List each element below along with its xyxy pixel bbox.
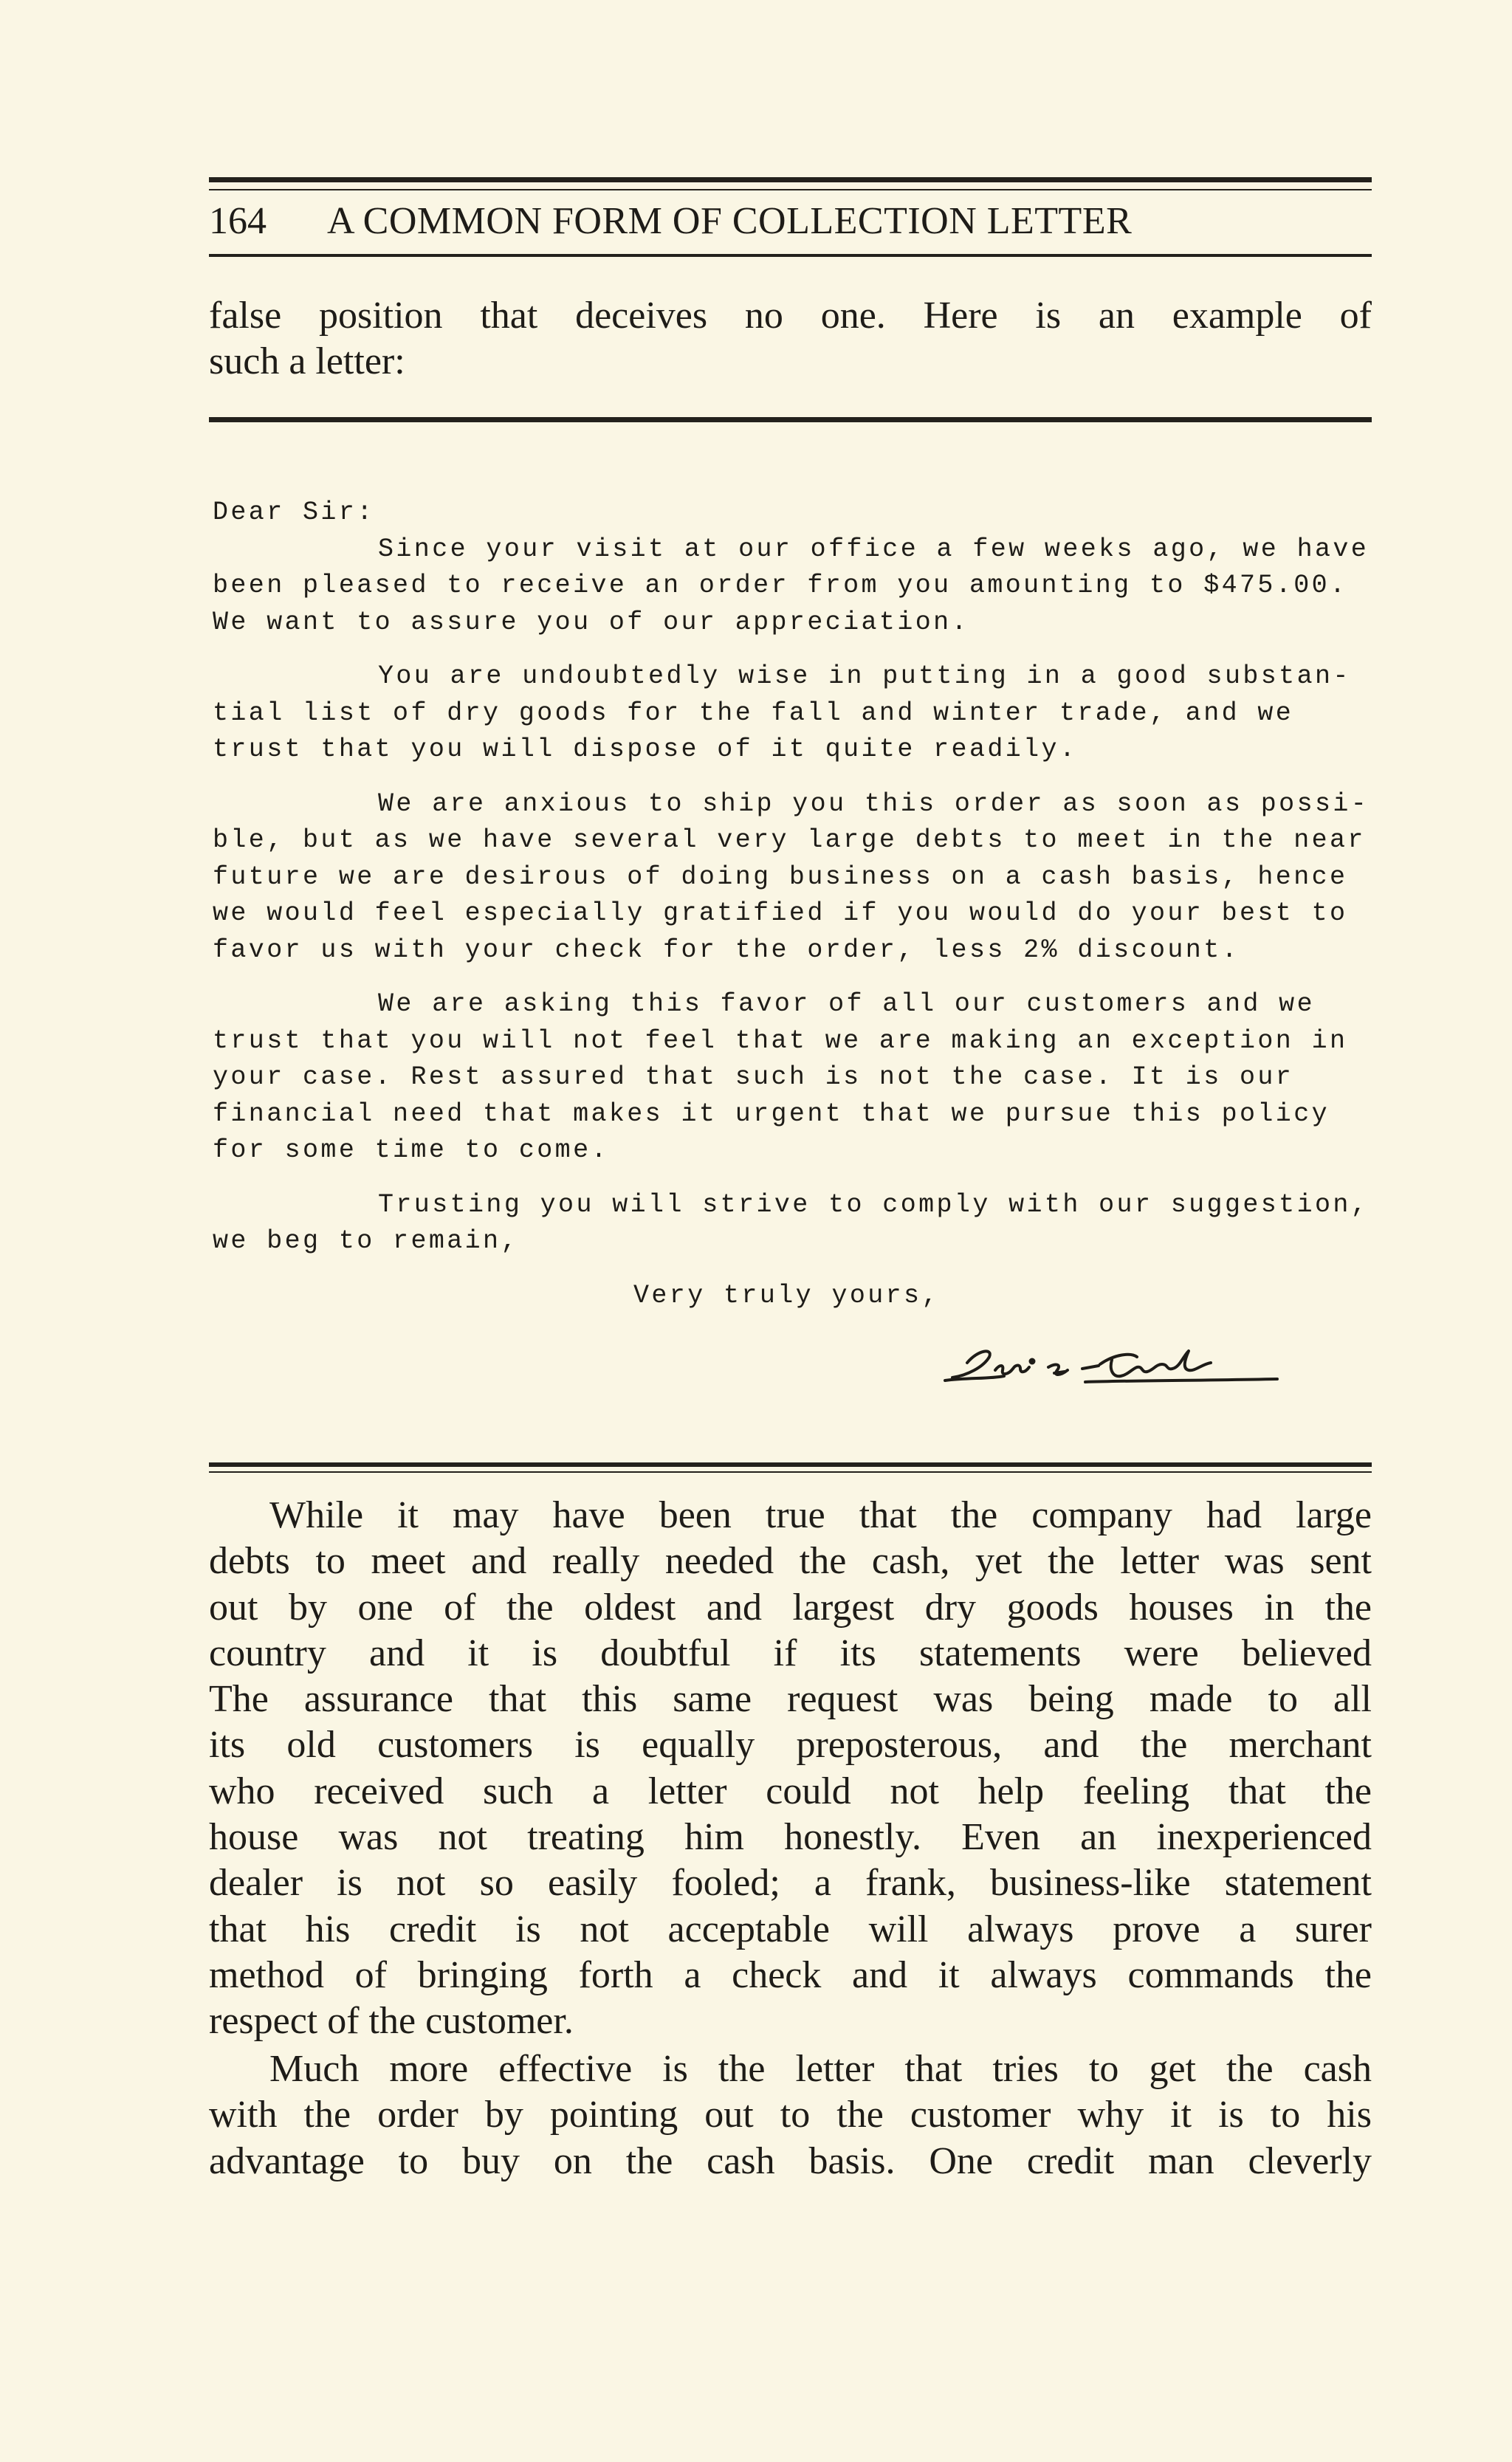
letter-bottom-rule-thin (209, 1471, 1372, 1473)
text-line: While it may have been true that the company had large (269, 1494, 1372, 1536)
letter-line: we beg to remain, (213, 1226, 519, 1256)
letter-line: favor us with your check for the order, less 2% discount. (213, 935, 1240, 965)
letter-line: Trusting you will strive to comply with our suggestion, (378, 1189, 1370, 1220)
letter-salutation: Dear Sir: (213, 498, 375, 527)
letter-line: future we are desirous of doing business on a cash basis, hence (213, 862, 1348, 892)
letter-line: We are anxious to ship you this order as soon as possi- (378, 788, 1370, 819)
letter-line: Since your visit at our office a few weeks ago, we have (378, 534, 1370, 564)
handwritten-signature (938, 1335, 1285, 1394)
paragraph-gap (213, 1260, 1364, 1278)
text-line: with the order by pointing out to the customer why it is to his (209, 2094, 1372, 2136)
letter-line: financial need that makes it urgent that we pursue this policy (213, 1098, 1330, 1129)
running-head (209, 193, 1372, 250)
text-line: out by one of the oldest and largest dry goods houses in the (209, 1586, 1372, 1629)
letter-line: tial list of dry goods for the fall and winter trade, and we (213, 698, 1294, 728)
text-line: respect of the customer. (209, 2000, 574, 2043)
text-line: advantage to buy on the cash basis. One credit man cleverly (209, 2139, 1372, 2182)
letter-closing: Very truly yours, (633, 1280, 940, 1310)
letter-line: We want to assure you of our appreciation. (213, 607, 969, 637)
intro-paragraph (209, 293, 1372, 385)
letter-line: been pleased to receive an order from you amounting to $475.00. (213, 571, 1348, 600)
letter-line: ble, but as we have several very large debts to meet in the near (213, 825, 1366, 855)
letter-line: trust that you will not feel that we are making an exception in (213, 1025, 1348, 1056)
text-line: Much more effective is the letter that tries to get the cash (269, 2048, 1372, 2090)
text-line: The assurance that this same request was being made to all (209, 1678, 1372, 1721)
text-line: debts to meet and really needed the cash, yet the letter was sent (209, 1540, 1372, 1583)
letter-line: we would feel especially gratified if you would do your best to (213, 898, 1348, 928)
commentary-paragraph-1 (209, 1493, 1372, 2045)
paragraph-gap (213, 1169, 1364, 1187)
letter-line: for some time to come. (213, 1135, 609, 1165)
paragraph-gap (213, 969, 1364, 986)
top-rule-thin (209, 189, 1372, 190)
text-line: method of bringing forth a check and it always commands the (209, 1953, 1372, 1996)
paragraph-gap (213, 768, 1364, 786)
commentary-paragraph-2 (209, 2046, 1372, 2184)
top-rule-thick (209, 177, 1372, 182)
text-line: who received such a letter could not help feeling that the (209, 1770, 1372, 1812)
letter-line: We are asking this favor of all our customers and we (378, 989, 1315, 1019)
text-line: that his credit is not acceptable will always prove a surer (209, 1908, 1372, 1950)
letter-bottom-rule-thick (209, 1462, 1372, 1467)
header-rule (209, 254, 1372, 257)
letter-line: You are undoubtedly wise in putting in a good substan- (378, 661, 1351, 691)
page-number: 164 (209, 200, 267, 242)
letter-top-rule (209, 417, 1372, 422)
letter-line: trust that you will dispose of it quite readily. (213, 735, 1078, 764)
text-line: such a letter: (209, 340, 405, 382)
text-line: country and it is doubtful if its statements were believed (209, 1631, 1372, 1674)
text-line: its old customers is equally preposterous, and the merchant (209, 1724, 1372, 1767)
text-line: house was not treating him honestly. Even an inexperienced (209, 1816, 1372, 1859)
paragraph-gap (213, 641, 1364, 659)
text-line: false position that deceives no one. Here is an example of (209, 295, 1372, 337)
letter-line: your case. Rest assured that such is not the case. It is our (213, 1062, 1294, 1092)
example-letter (213, 495, 1370, 1314)
chapter-title: A COMMON FORM OF COLLECTION LETTER (327, 200, 1133, 242)
text-line: dealer is not so easily fooled; a frank, business-like statement (209, 1862, 1372, 1905)
